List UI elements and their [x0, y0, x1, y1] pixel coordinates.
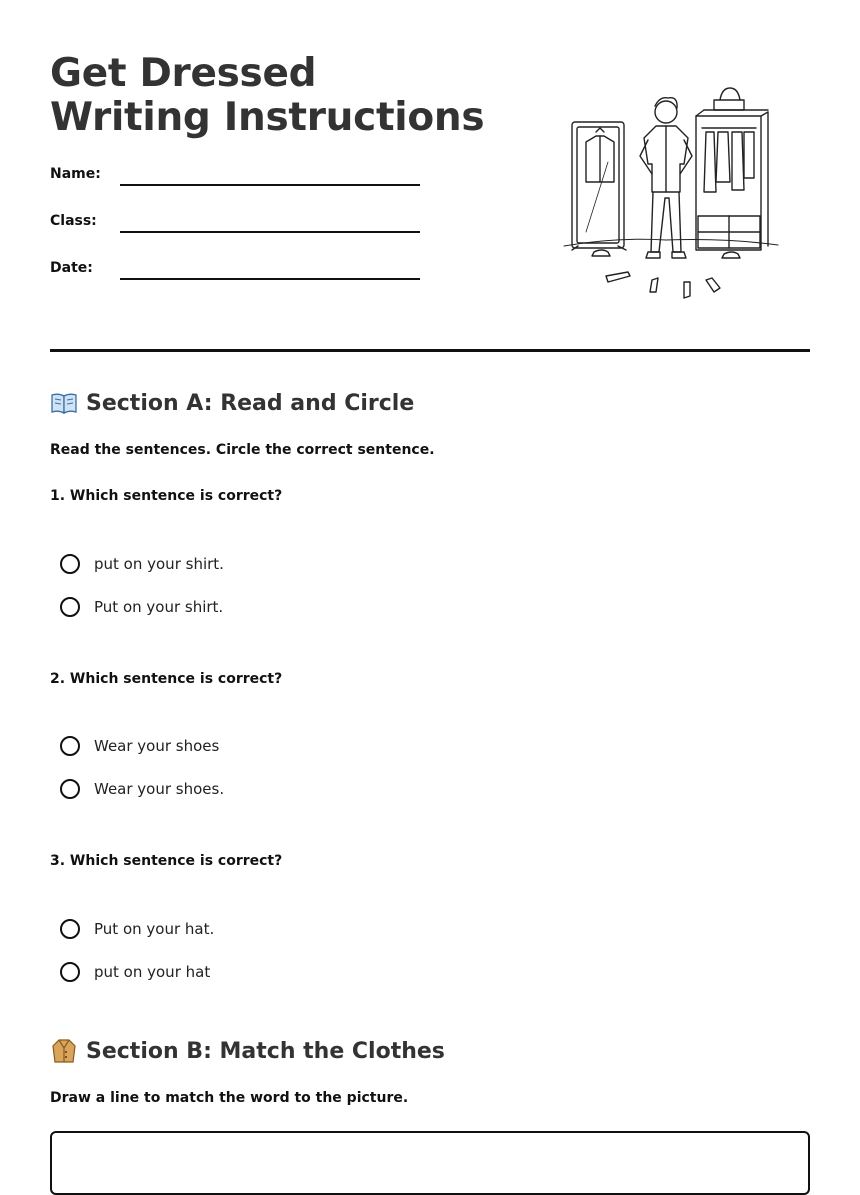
- option-text: put on your shirt.: [94, 555, 224, 573]
- section-a-title-text: Section A: Read and Circle: [86, 390, 415, 416]
- name-write-line[interactable]: [120, 184, 420, 186]
- name-field[interactable]: [50, 166, 420, 196]
- question-1-option-2[interactable]: [60, 597, 223, 617]
- coat-icon: [50, 1038, 78, 1064]
- section-b-instructions: Draw a line to match the word to the picture.: [50, 1090, 409, 1106]
- match-area[interactable]: [50, 1131, 810, 1195]
- date-field[interactable]: [50, 260, 420, 290]
- header-divider: [50, 349, 810, 352]
- section-a-title: [50, 390, 414, 416]
- class-field[interactable]: [50, 213, 420, 243]
- class-write-line[interactable]: [120, 231, 420, 233]
- radio-circle[interactable]: [60, 962, 80, 982]
- question-1-option-1[interactable]: [60, 554, 224, 574]
- open-book-icon: [50, 390, 78, 416]
- child-dressing-wardrobe-illustration: [556, 82, 786, 310]
- class-label: Class:: [50, 213, 97, 229]
- name-label: Name:: [50, 166, 101, 182]
- question-2-prompt: 2. Which sentence is correct?: [50, 671, 283, 687]
- question-3-option-1[interactable]: [60, 919, 214, 939]
- radio-circle[interactable]: [60, 779, 80, 799]
- date-label: Date:: [50, 260, 93, 276]
- question-2-option-2[interactable]: [60, 779, 224, 799]
- question-2-option-1[interactable]: [60, 736, 219, 756]
- section-a-instructions: Read the sentences. Circle the correct sentence.: [50, 442, 435, 458]
- question-3-prompt: 3. Which sentence is correct?: [50, 853, 283, 869]
- radio-circle[interactable]: [60, 554, 80, 574]
- page-title: Get Dressed Writing Instructions: [50, 51, 485, 140]
- question-1-prompt: 1. Which sentence is correct?: [50, 488, 283, 504]
- option-text: Put on your hat.: [94, 920, 215, 938]
- question-3-option-2[interactable]: [60, 962, 210, 982]
- option-text: Wear your shoes.: [94, 780, 225, 798]
- radio-circle[interactable]: [60, 736, 80, 756]
- section-b-title-text: Section B: Match the Clothes: [86, 1038, 445, 1064]
- option-text: put on your hat: [94, 963, 211, 981]
- radio-circle[interactable]: [60, 597, 80, 617]
- section-b-title: [50, 1038, 445, 1064]
- option-text: Put on your shirt.: [94, 598, 224, 616]
- option-text: Wear your shoes: [94, 737, 220, 755]
- date-write-line[interactable]: [120, 278, 420, 280]
- radio-circle[interactable]: [60, 919, 80, 939]
